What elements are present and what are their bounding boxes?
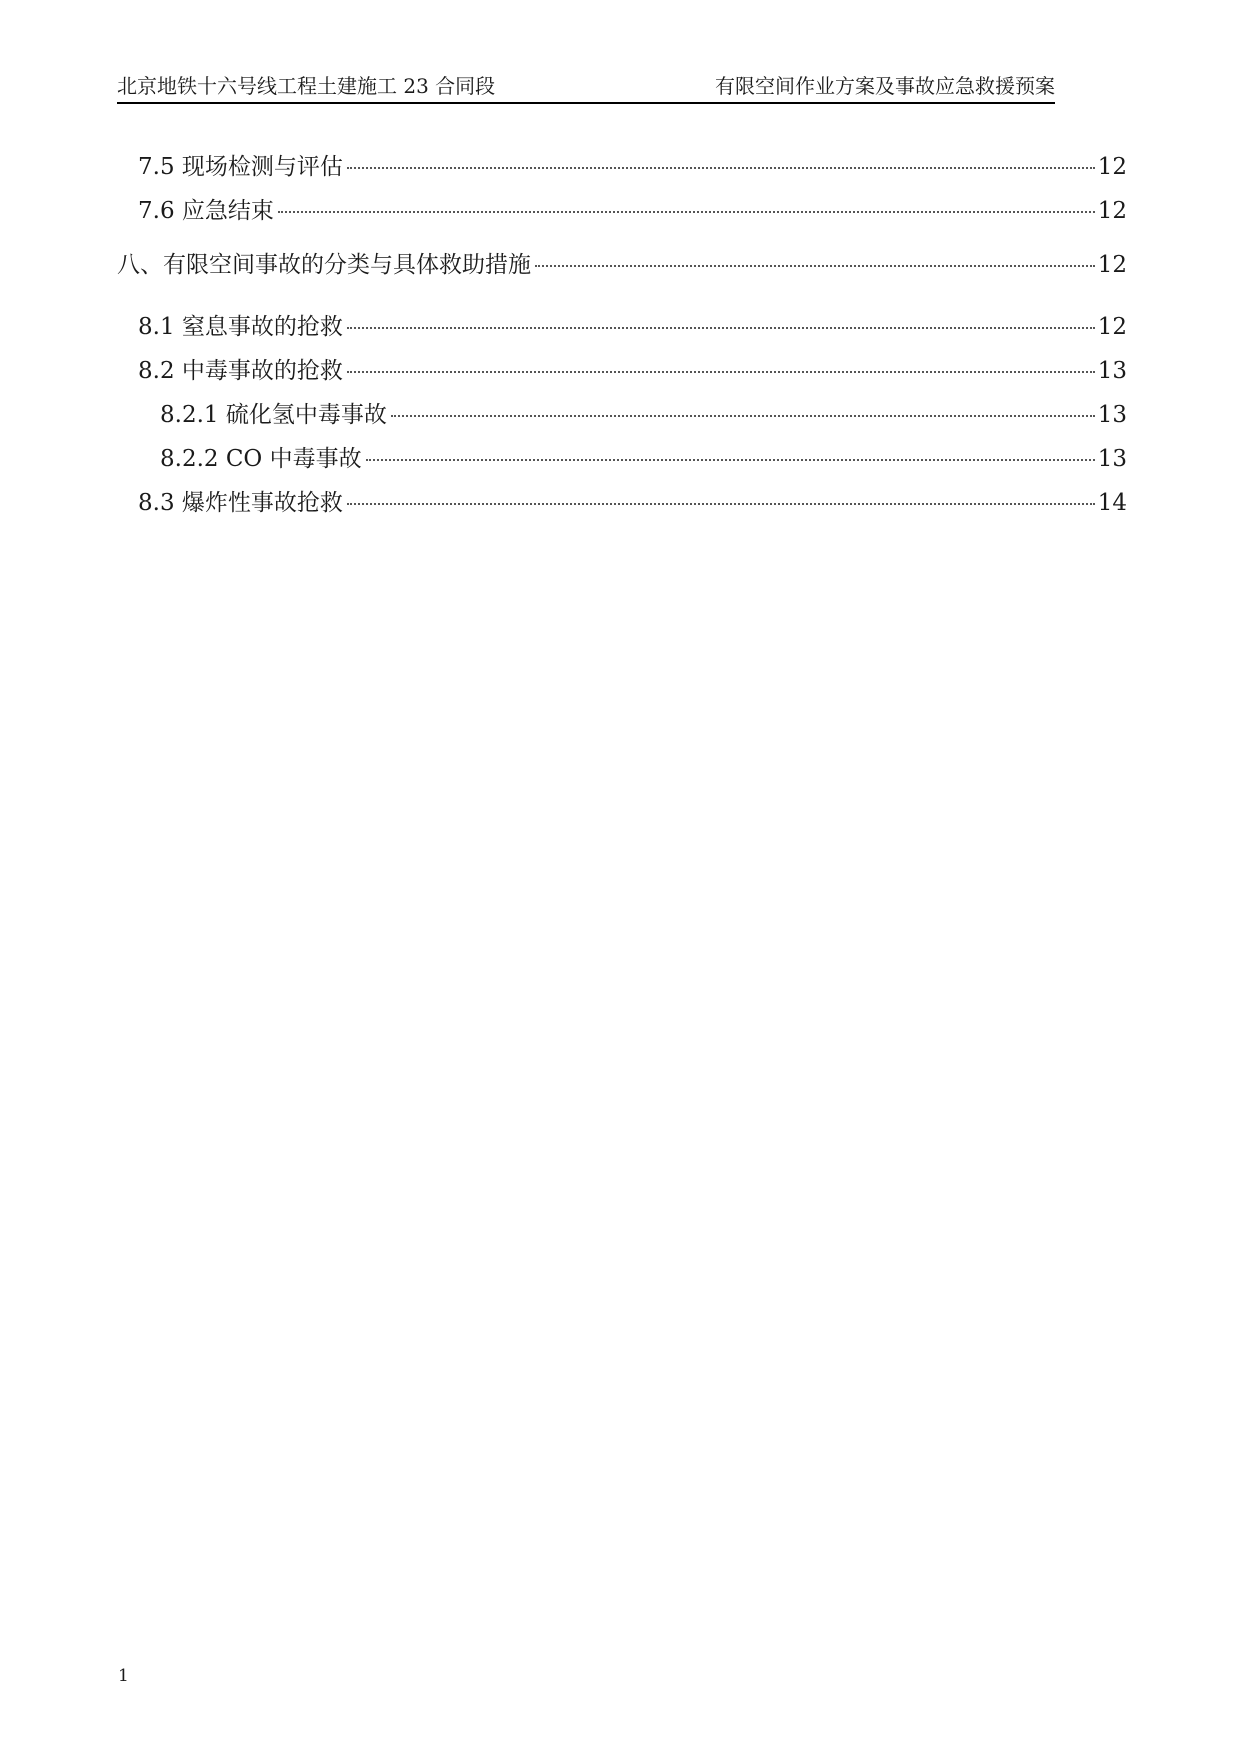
toc-entry[interactable] — [117, 248, 1127, 282]
toc-entry-page: 12 — [1097, 198, 1127, 224]
toc-dot-leader — [347, 503, 1095, 505]
toc-entry-title: 8.1 窒息事故的抢救 — [138, 314, 343, 340]
toc-entry-title: 7.5 现场检测与评估 — [138, 154, 343, 180]
toc-entry-page: 13 — [1097, 446, 1127, 472]
toc-entry-title: 7.6 应急结束 — [138, 198, 274, 224]
toc-entry-title: 8.2 中毒事故的抢救 — [138, 358, 343, 384]
toc-entry[interactable] — [117, 398, 1127, 432]
toc-entry-page: 12 — [1097, 154, 1127, 180]
toc-entry-page: 13 — [1097, 358, 1127, 384]
toc-dot-leader — [278, 211, 1095, 213]
toc-entry[interactable] — [117, 486, 1127, 520]
toc-entry-title: 8.3 爆炸性事故抢救 — [138, 490, 343, 516]
toc-entry[interactable] — [117, 150, 1127, 184]
toc-entry-title: 8.2.2 CO 中毒事故 — [160, 446, 362, 472]
toc-entry-page: 12 — [1097, 252, 1127, 278]
toc-dot-leader — [347, 167, 1095, 169]
footer-page-number: 1 — [118, 1666, 129, 1686]
toc-entry-title: 8.2.1 硫化氢中毒事故 — [160, 402, 387, 428]
toc-entry[interactable] — [117, 310, 1127, 344]
header-document-title: 有限空间作业方案及事故应急救援预案 — [715, 74, 1055, 98]
toc-dot-leader — [366, 459, 1095, 461]
toc-dot-leader — [391, 415, 1095, 417]
header-project-title: 北京地铁十六号线工程土建施工 23 合同段 — [117, 74, 496, 98]
toc-dot-leader — [535, 265, 1095, 267]
toc-entry[interactable] — [117, 354, 1127, 388]
toc-entry-title: 八、有限空间事故的分类与具体救助措施 — [117, 252, 531, 278]
page-header — [117, 72, 1055, 104]
toc-dot-leader — [347, 327, 1095, 329]
toc-entry-page: 12 — [1097, 314, 1127, 340]
table-of-contents — [117, 150, 1127, 520]
toc-entry[interactable] — [117, 442, 1127, 476]
toc-entry-page: 13 — [1097, 402, 1127, 428]
toc-entry[interactable] — [117, 194, 1127, 228]
toc-entry-page: 14 — [1097, 490, 1127, 516]
toc-dot-leader — [347, 371, 1095, 373]
